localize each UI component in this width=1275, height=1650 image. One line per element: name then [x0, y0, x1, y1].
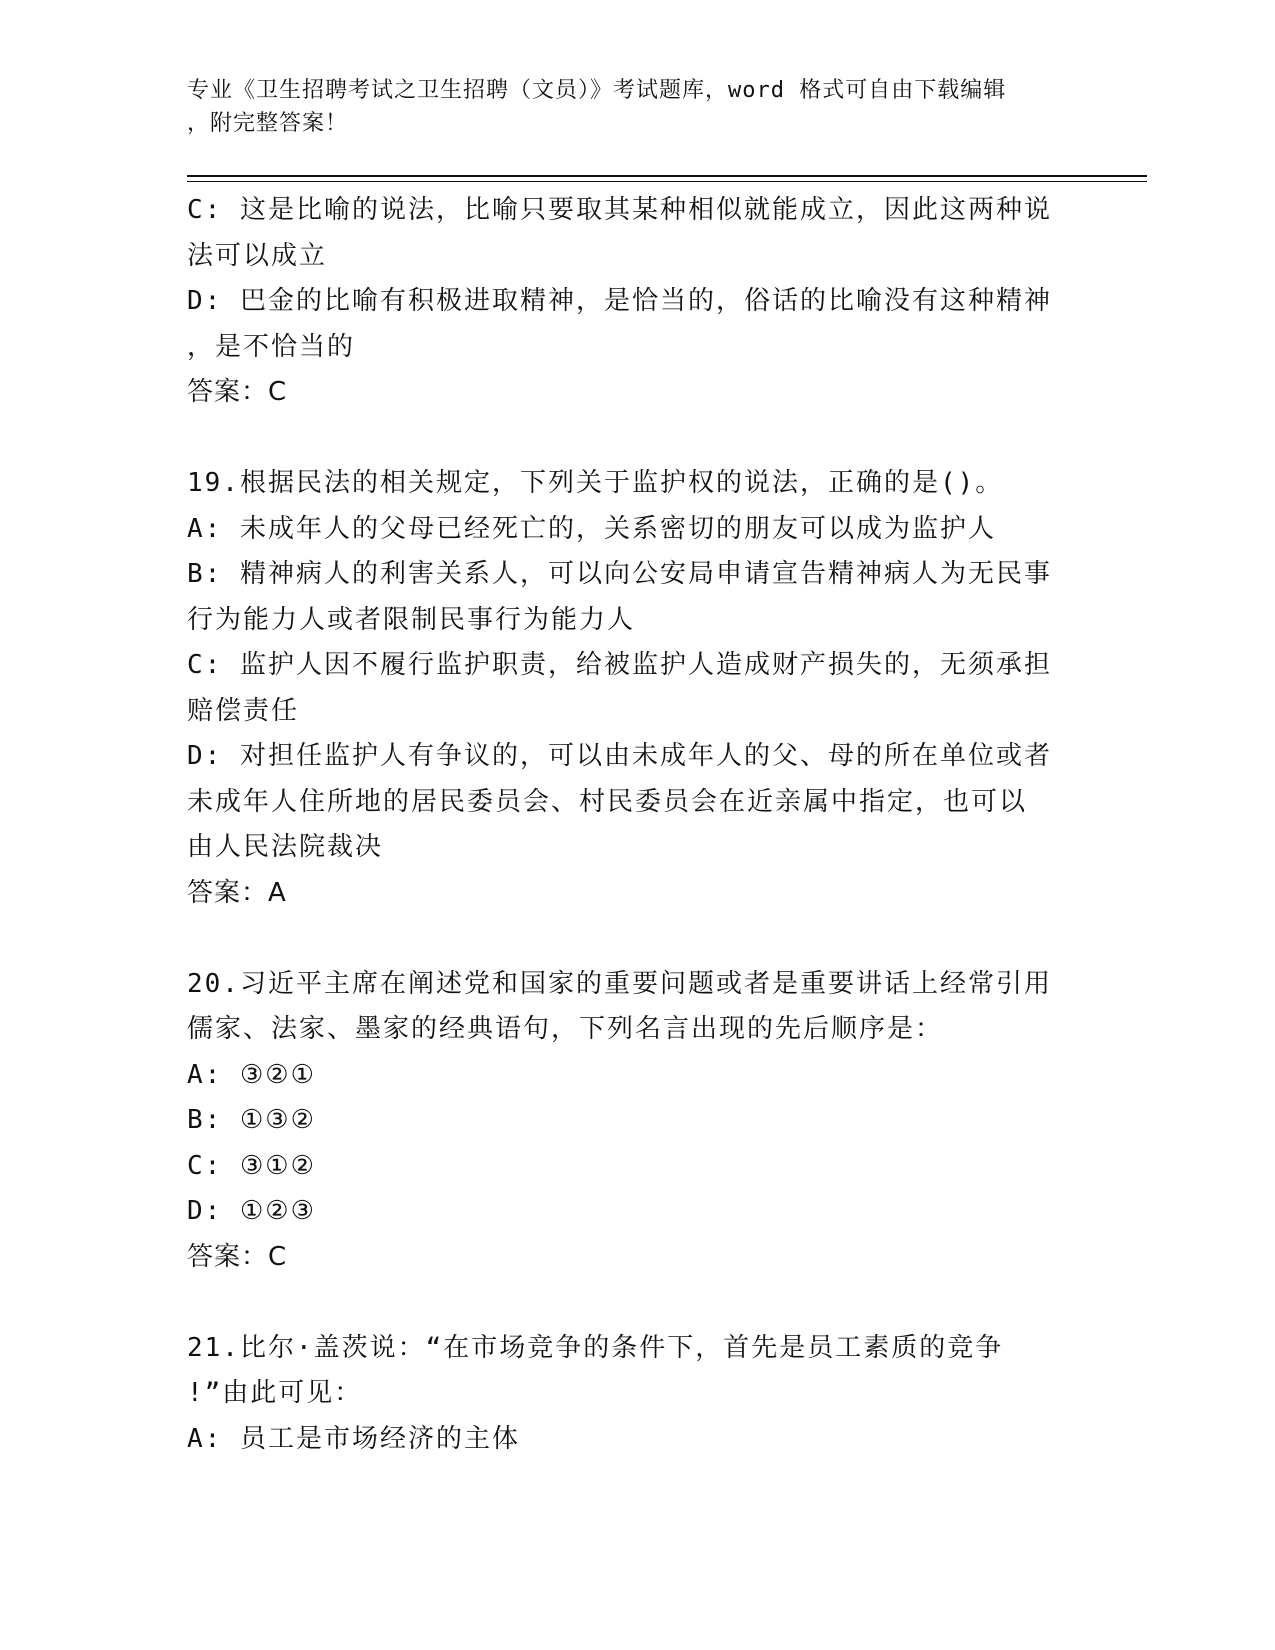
option-d-line-1: D: 巴金的比喻有积极进取精神，是恰当的，俗话的比喻没有这种精神 — [187, 286, 1052, 316]
question-18-tail — [187, 188, 1067, 416]
option-c-line-2: 赔偿责任 — [187, 695, 300, 726]
option-d-line-2: ，是不恰当的 — [187, 331, 356, 362]
option-b: B: ①③② — [187, 1105, 316, 1135]
question-stem: 19.根据民法的相关规定，下列关于监护权的说法，正确的是()。 — [187, 468, 1004, 498]
spacer — [187, 1280, 1067, 1326]
option-d-line-1: D: 对担任监护人有争议的，可以由未成年人的父、母的所在单位或者 — [187, 741, 1052, 771]
option-c-line-2: 法可以成立 — [187, 240, 328, 271]
question-stem-line-1: 21.比尔·盖茨说：“在市场竞争的条件下，首先是员工素质的竞争 — [187, 1332, 1004, 1363]
question-20 — [187, 962, 1067, 1281]
header-line-1: 专业《卫生招聘考试之卫生招聘（文员）》考试题库，word 格式可自由下载编辑 — [187, 78, 1007, 103]
question-stem-line-2: !”由此可见： — [187, 1378, 363, 1408]
header-divider-thin — [187, 181, 1147, 182]
answer-q20: 答案：C — [187, 1241, 288, 1272]
question-stem-line-1: 20.习近平主席在阐述党和国家的重要问题或者是重要讲话上经常引用 — [187, 968, 1052, 999]
option-a: A: 员工是市场经济的主体 — [187, 1423, 520, 1454]
header-line-2: ，附完整答案！ — [187, 111, 349, 136]
question-stem-line-2: 儒家、法家、墨家的经典语句，下列名言出现的先后顺序是： — [187, 1014, 944, 1044]
header-divider — [187, 175, 1147, 177]
option-c: C: ③①② — [187, 1150, 316, 1181]
document-header — [187, 74, 1067, 140]
option-b-line-2: 行为能力人或者限制民事行为能力人 — [187, 604, 636, 635]
answer-q19: 答案：A — [187, 877, 287, 908]
spacer — [187, 916, 1067, 962]
option-c-line-1: C: 监护人因不履行监护职责，给被监护人造成财产损失的，无须承担 — [187, 650, 1052, 680]
option-d-line-3: 由人民法院裁决 — [187, 832, 384, 862]
option-c-line-1: C: 这是比喻的说法，比喻只要取其某种相似就能成立，因此这两种说 — [187, 195, 1052, 225]
option-d-line-2: 未成年人住所地的居民委员会、村民委员会在近亲属中指定，也可以 — [187, 786, 1028, 817]
answer-q18: 答案：C — [187, 377, 288, 407]
question-19 — [187, 461, 1067, 916]
question-21 — [187, 1326, 1067, 1463]
option-b-line-1: B: 精神病人的利害关系人，可以向公安局申请宣告精神病人为无民事 — [187, 559, 1052, 589]
document-body — [187, 188, 1067, 1462]
option-a: A: ③②① — [187, 1059, 316, 1090]
spacer — [187, 416, 1067, 462]
option-d: D: ①②③ — [187, 1196, 316, 1226]
option-a: A: 未成年人的父母已经死亡的，关系密切的朋友可以成为监护人 — [187, 513, 996, 544]
